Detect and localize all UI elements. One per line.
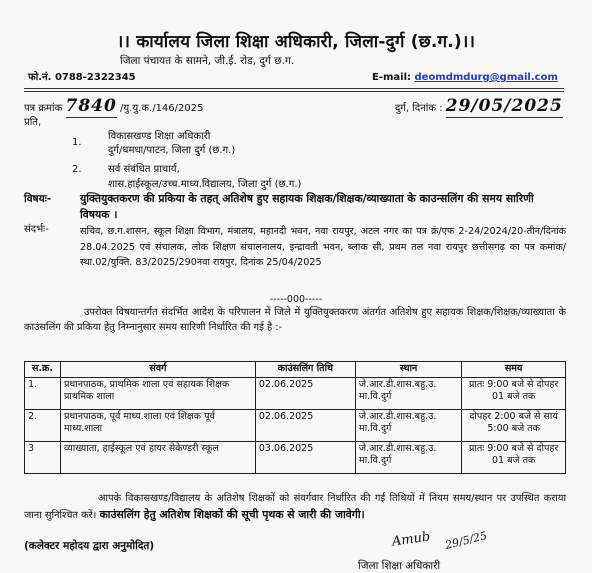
recipient-2-line-1: सर्व संबंधित प्राचार्य, [108, 164, 180, 175]
reference-text: सचिव, छ.ग.शासन, स्कूल शिक्षा विभाग, मंत्रालय, महानदी भवन, नवा रायपुर, अटल नगर का पत्र क्रं/एफ 2-24/2024/20-तीन/दिनांक 28.04.2025 एवं संचालक, लोक शिक्षण संचालनालय, इन्द्रावती भवन, ब्लाक सी, प्रथम तल नवा रायपुर छत्तीसगढ़ का पत्र कमांक/स्था.02/युक्ति. 83/2025/290नवा रायपुर, दिनांक 25/04/2025 [80, 226, 566, 269]
row-serial: 2. [25, 410, 61, 442]
closing-text: आपके विकासखण्ड/विद्यालय के अतिशेष शिक्षकों को संवर्गवार निर्धारित की गई तिथियों में नियम समय/स्थान पर उपस्थित कराया जाना सुनिश्चित करें। [24, 493, 566, 521]
subject-text: युक्तियुक्तकरण की प्रकिया के तहत् अतिशेष हुए सहायक शिक्षक/शिक्षक/व्याख्याता के काउन्सलिंग की समय सारिणी विषयक । [80, 192, 534, 222]
row-date: 02.06.2025 [255, 378, 355, 410]
letter-number [24, 96, 203, 118]
separator: -----000----- [269, 294, 323, 305]
recipient-2-line-2: शास.हाईस्कूल/उच्च.माध्य.विद्यालय, जिला दुर्ग (छ.ग.) [108, 179, 302, 190]
recipient-1-line-2: दुर्ग/धमधा/पाटन, जिला दुर्ग (छ.ग.) [108, 145, 236, 156]
row-time: प्रातः 9:00 बजे से दोपहर 01 बजे तक [462, 378, 566, 410]
recipient-1-line-1: विकासखण्ड शिक्षा अधिकारी [108, 131, 211, 142]
phone-line [28, 72, 136, 85]
table-row [25, 378, 566, 410]
email-link[interactable]: deomdmdurg@gmail.com [414, 72, 558, 83]
row-place: जे.आर.डी.शास.बहु.उ. मा.वि.दुर्ग [356, 378, 462, 410]
row-place: जे.आर.डी.शास.बहु.उ. मा.वि.दुर्ग [356, 410, 462, 442]
header-time: समय [462, 362, 566, 378]
row-serial: 3 [25, 442, 61, 474]
closing-bold-text: काउंसलिंग हेतु अतिशेष शिक्षकों की सूची पृथक से जारी की जावेगी। [99, 507, 365, 521]
header-divider-bottom [24, 91, 564, 92]
letter-number-suffix: /यु.यु.क./146/2025 [120, 103, 204, 114]
schedule-table [24, 361, 566, 474]
body-paragraph: उपरोक्त विषयान्तर्गत संदर्भित आदेश के परिपालन में जिले में युक्तियुक्तकरण अंतर्गत अतिशेष हुए सहायक शिक्षक/शिक्षक/व्याख्याता के काउंसलिंग की प्रकिया हेतु निम्नानुसार समय सारिणी निर्धारित की गई है :- [24, 307, 566, 333]
subject-label: विषयः- [24, 193, 52, 205]
header-serial: स.क्र. [25, 362, 61, 378]
recipient-label: प्रति, [24, 117, 42, 128]
office-title: ।। कार्यालय जिला शिक्षा अधिकारी, जिला-दुर्ग (छ.ग.)।। [116, 32, 476, 52]
row-place: जे.आर.डी.शास.बहु.उ. मा.वि.दुर्ग [356, 442, 462, 474]
recipient-2-number: 2. [72, 164, 82, 175]
table-row [25, 442, 566, 474]
letter-number-handwritten: 7840 [66, 96, 117, 118]
letter-number-label: पत्र क्रमांक [24, 103, 63, 114]
header-date: काउंसलिंग तिथि [255, 362, 355, 378]
row-serial: 1. [25, 378, 61, 410]
table-row [25, 410, 566, 442]
schedule-header-row [25, 362, 566, 378]
reference-label: संदर्भः- [24, 224, 49, 235]
email-line [372, 72, 558, 85]
phone-label: फो.नं. [28, 72, 52, 83]
row-date: 02.06.2025 [255, 410, 355, 442]
header-place: स्थान [356, 362, 462, 378]
signature-date-handwritten: 29/5/25 [443, 529, 489, 552]
phone-number: 0788-2322345 [54, 72, 136, 83]
approval-note: (कलेक्टर महोदय द्वारा अनुमोदित) [24, 540, 155, 552]
header-cadre: संवर्ग [60, 362, 255, 378]
row-cadre: व्याख्याता, हाईस्कूल एवं हायर सेकेण्डरी स्कूल [60, 442, 255, 474]
row-time: प्रातः 9:00 बजे से दोपहर 01 बजे तक [462, 442, 566, 474]
row-time: दोपहर 2:00 बजे से सायं 5:00 बजे तक [462, 410, 566, 442]
office-address: जिला पंचायत के सामने, जी.ई. रोड, दुर्ग छ.ग. [120, 55, 295, 67]
row-cadre: प्रधानपाठक, पूर्व माध्य.शाला एवं शिक्षक पूर्व माध्य.शाला [60, 410, 255, 442]
letter-date-label: दुर्ग, दिनांक : [395, 103, 443, 114]
signature-handwritten: Amub [391, 529, 432, 550]
signer-designation: जिला शिक्षा अधिकारी [358, 560, 441, 572]
recipient-1-number: 1. [72, 137, 82, 148]
closing-paragraph [24, 492, 566, 523]
letter-date [395, 96, 563, 118]
letter-date-handwritten: 29/05/2025 [446, 96, 563, 118]
row-date: 03.06.2025 [255, 442, 355, 474]
header-divider-top [24, 88, 564, 89]
email-label: E-mail: [372, 72, 412, 83]
row-cadre: प्रधानपाठक, प्राथमिक शाला एवं सहायक शिक्षक प्राथमिक शाला [60, 378, 255, 410]
